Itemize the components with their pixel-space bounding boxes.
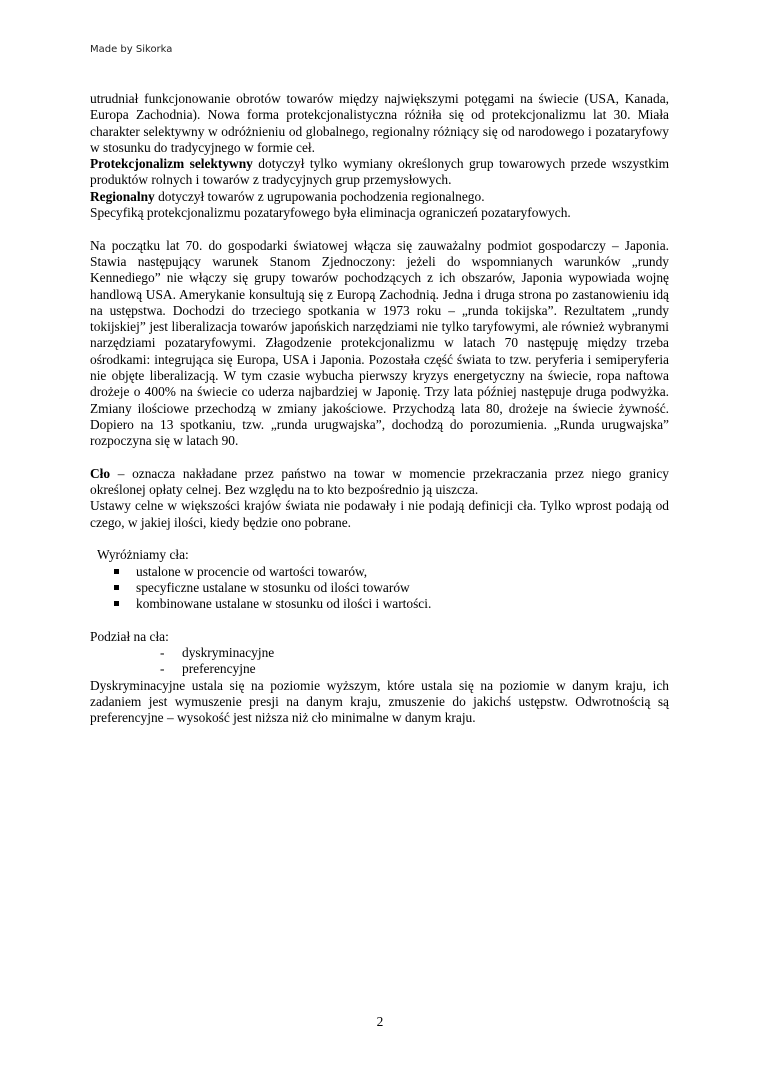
types-intro: Wyróżniamy cła: [97,547,189,563]
spacer [90,450,669,466]
definition-customs-duty: – oznacza nakładane przez państwo na towar w momencie przekraczania przez niego granicy określonej opłaty celnej. Bez względu na to kto bezpośrednio ją uiszcza. [90,465,669,498]
list-item: - preferencyjne [90,661,669,677]
paragraph-regional [90,189,669,205]
paragraph-customs-laws: Ustawy celne w większości krajów świata nie podawały i nie podają definicji cła. Tylko wprost podają od czego, w jakiej ilości, kiedy będzie ono pobrane. [90,498,669,530]
list-item: kombinowane ustalane w stosunku od ilości i wartości. [90,596,669,612]
paragraph-non-tariff: Specyfiką protekcjonalizmu pozataryfowego była eliminacja ograniczeń pozataryfowych. [90,205,571,221]
document-body [90,91,669,727]
page-header: Made by Sikorka [90,44,173,55]
paragraph-discriminatory: Dyskryminacyjne ustala się na poziomie wyższym, które ustala się na poziomie w danym kraju, ich zadaniem jest wymuszenie presji na danym kraju, zmuszenie do jakichś ustępstw. Odwrotnością są preferencyjne – wysokość jest niższa niż cło minimalne w danym kraju. [90,677,669,726]
duty-types-list [90,564,669,613]
duty-division-list [90,645,669,678]
paragraph-japan: Na początku lat 70. do gospodarki światowej włącza się zauważalny podmiot gospodarczy – Japonia. Stawia następujący warunek Stanom Zjednoczony: jeżeli do wspomnianych warunków „rundy Kennediego” nie włączy się grupy towarów pochodzących z ich obszarów, Japonia wypowiada wojnę handlową USA. Amerykanie konsultują się z Europą Zachodnią. Jedna i druga strona po zastanowieniu idą na ustępstwa. Dochodzi do trzeciego spotkania w 1973 roku – „runda tokijska”. Rezultatem „rundy tokijskiej” jest liberalizacja towarów japońskich narzędziami nie tylko taryfowymi, ale również wybranymi narzędziami pozataryfowymi. Złagodzenie protekcjonalizmu w latach 70 następuję między trzeba ośrodkami: integrująca się Europa, USA i Japonia. Pozostała część świata to tzw. peryferia i semiperyferia nie objęte liberalizacją. W tym czasie wybucha pierwszy kryzys energetyczny na świecie, ropa naftowa drożeje o 400% na świecie co uderza najbardziej w Japonię. Trzy lata później następuje druga podwyżka. Zmiany ilościowe przechodzą w zmiany jakościowe. Przychodzą lata 80, drożeje na świecie żywność. Dopiero na 13 spotkaniu, tzw. „runda urugwajska”, dochodzą do porozumienia. „Runda urugwajska” rozpoczyna się w latach 90. [90,237,669,449]
spacer [90,531,669,547]
paragraph-selective-protectionism [90,156,669,189]
list-item: - dyskryminacyjne [90,645,669,661]
paragraph-protectionism: utrudniał funkcjonowanie obrotów towarów między największymi potęgami na świecie (USA, Kanada, Europa Zachodnia). Nowa forma protekcjonalistyczna różniła się od protekcjonalizmu lat 30. Miała charakter selektywny w odróżnieniu od globalnego, regionalny różniący się od narodowego i pozataryfowy w stosunku do tradycyjnego w formie ceł. [90,91,669,155]
term-customs-duty: Cło [90,465,111,481]
list-item: specyficzne ustalane w stosunku od ilości towarów [90,580,669,596]
definition-regional: dotyczył towarów z ugrupowania pochodzenia regionalnego. [154,188,485,204]
list-item: ustalone w procencie od wartości towarów, [90,564,669,580]
division-intro: Podział na cła: [90,628,169,644]
paragraph-customs-duty [90,466,669,499]
spacer [90,613,669,629]
page-number: 2 [376,1014,384,1029]
term-selective-protectionism: Protekcjonalizm selektywny [90,156,253,172]
spacer [90,221,669,237]
definition-selective-protectionism: dotyczył tylko wymiany określonych grup towarowych przede wszystkim produktów rolnych i towarów z tradycyjnych grup przemysłowych. [90,156,669,188]
term-regional: Regionalny [90,188,155,204]
